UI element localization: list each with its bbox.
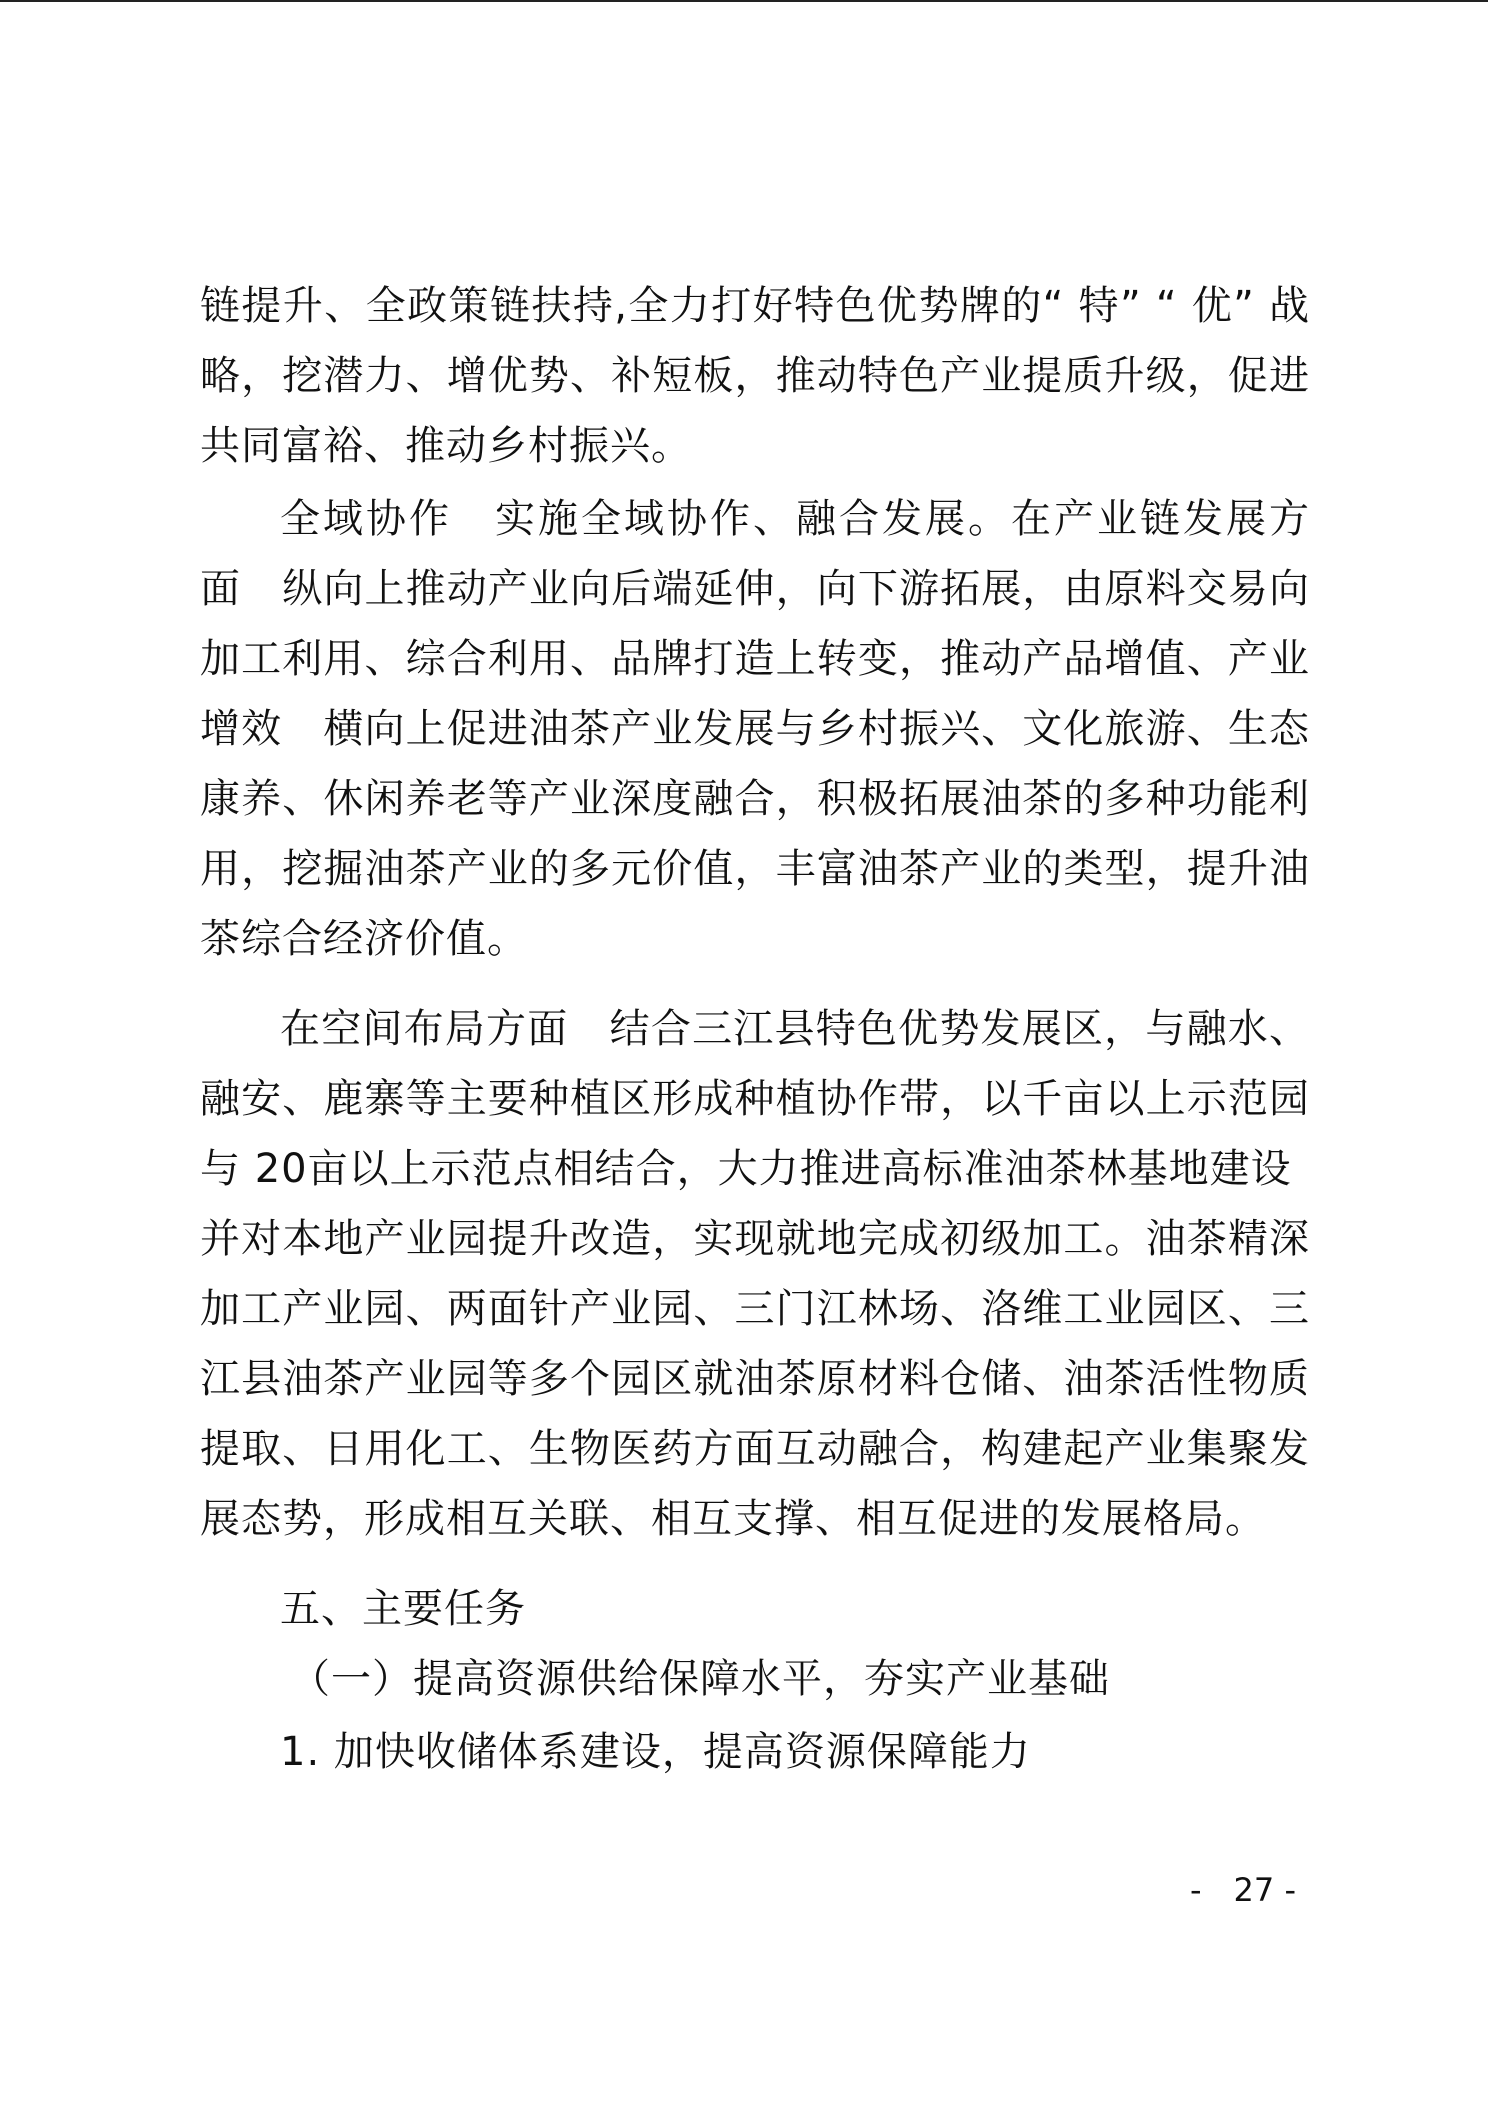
item-heading: 1. 加快收储体系建设，提高资源保障能力 bbox=[280, 1729, 1031, 1775]
body-text-line: 与 20亩以上示范点相结合，大力推进高标准油茶林基地建设 bbox=[200, 1146, 1292, 1192]
body-text-line: 加工产业园、两面针产业园、三门江林场、洛维工业园区、三 bbox=[200, 1286, 1310, 1332]
body-text-line: 共同富裕、推动乡村振兴。 bbox=[200, 423, 692, 469]
body-text-line: 展态势，形成相互关联、相互支撑、相互促进的发展格局。 bbox=[200, 1496, 1266, 1542]
top-border-line bbox=[0, 0, 1488, 2]
subsection-heading: （一）提高资源供给保障水平，夯实产业基础 bbox=[290, 1656, 1110, 1702]
section-heading: 五、主要任务 bbox=[280, 1586, 526, 1632]
body-text-line: 面 纵向上推动产业向后端延伸，向下游拓展，由原料交易向 bbox=[200, 566, 1310, 612]
paragraph-first-line: 全域协作 实施全域协作、融合发展。在产业链发展方 bbox=[280, 496, 1310, 542]
body-text-line: 并对本地产业园提升改造，实现就地完成初级加工。油茶精深 bbox=[200, 1216, 1310, 1262]
body-text-line: 用，挖掘油茶产业的多元价值，丰富油茶产业的类型，提升油 bbox=[200, 846, 1310, 892]
body-text-line: 融安、鹿寨等主要种植区形成种植协作带，以千亩以上示范园 bbox=[200, 1076, 1310, 1122]
body-text-line: 江县油茶产业园等多个园区就油茶原材料仓储、油茶活性物质 bbox=[200, 1356, 1310, 1402]
body-text-line: 提取、日用化工、生物医药方面互动融合，构建起产业集聚发 bbox=[200, 1426, 1310, 1472]
page-number: - 27 - bbox=[1190, 1871, 1296, 1909]
paragraph-first-line: 在空间布局方面 结合三江县特色优势发展区，与融水、 bbox=[280, 1006, 1310, 1052]
body-text-line: 茶综合经济价值。 bbox=[200, 916, 528, 962]
body-text-line: 加工利用、综合利用、品牌打造上转变，推动产品增值、产业 bbox=[200, 636, 1310, 682]
body-text-line: 增效 横向上促进油茶产业发展与乡村振兴、文化旅游、生态 bbox=[200, 706, 1310, 752]
body-text-line: 略，挖潜力、增优势、补短板，推动特色产业提质升级，促进 bbox=[200, 353, 1310, 399]
body-text-line: 康养、休闲养老等产业深度融合，积极拓展油茶的多种功能利 bbox=[200, 776, 1310, 822]
body-text-line: 链提升、全政策链扶持,全力打好特色优势牌的“ 特” “ 优” 战 bbox=[200, 283, 1310, 329]
